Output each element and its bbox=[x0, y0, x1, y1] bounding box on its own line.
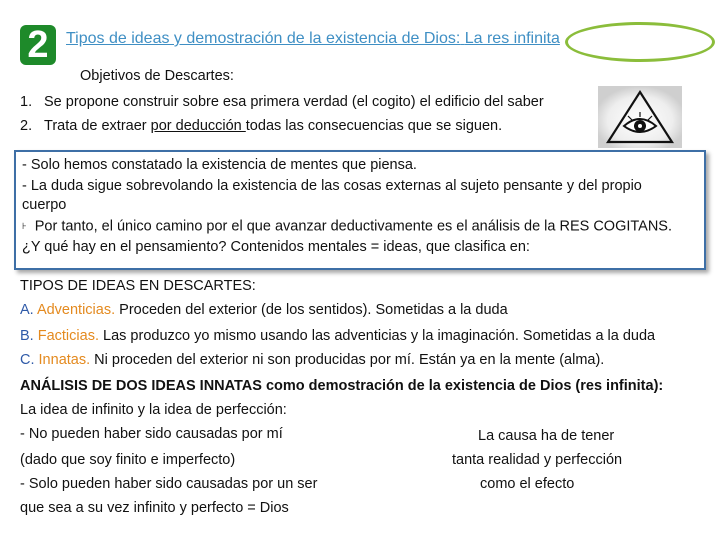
type-desc: Proceden del exterior (de los sentidos). Sometidas a la duda bbox=[115, 302, 508, 318]
analysis-right-line: tanta realidad y perfección bbox=[452, 452, 623, 468]
title-main: Tipos de ideas y demostración de la existencia de Dios: bbox=[66, 30, 461, 47]
context-box bbox=[14, 150, 706, 270]
type-name: Innatas. bbox=[38, 352, 91, 368]
type-item bbox=[20, 328, 655, 344]
analysis-left-line: - No pueden haber sido causadas por mí bbox=[20, 426, 283, 442]
title-highlight: La res infinita bbox=[464, 30, 560, 47]
type-letter: A. bbox=[20, 302, 34, 318]
type-name: Adventicias. bbox=[36, 302, 116, 318]
highlight-ellipse bbox=[565, 22, 715, 62]
objective-text-pre: Trata de extraer bbox=[44, 118, 151, 134]
box-line-text: Por tanto, el único camino por el que avanzar deductivamente es el análisis de la RES COGITANS. bbox=[34, 218, 672, 235]
objective-item bbox=[20, 118, 502, 134]
type-letter: C. bbox=[20, 352, 35, 368]
analysis-intro: La idea de infinito y la idea de perfección: bbox=[20, 402, 287, 418]
types-heading: TIPOS DE IDEAS EN DESCARTES: bbox=[20, 278, 256, 294]
objective-item bbox=[20, 94, 544, 110]
objective-text-underlined: por deducción bbox=[150, 118, 246, 134]
objective-text-post: todas las consecuencias que se siguen. bbox=[245, 118, 503, 134]
analysis-heading: ANÁLISIS DE DOS IDEAS INNATAS como demostración de la existencia de Dios (res infinita): bbox=[20, 378, 664, 394]
analysis-left-line: (dado que soy finito e imperfecto) bbox=[20, 452, 236, 468]
type-item bbox=[20, 302, 508, 318]
analysis-left-line: que sea a su vez infinito y perfecto = Dios bbox=[20, 500, 289, 516]
analysis-right-line: La causa ha de tener bbox=[478, 428, 615, 444]
objective-text: Se propone construir sobre esa primera verdad (el cogito) el edificio del saber bbox=[44, 94, 544, 110]
section-number-badge: 2 bbox=[20, 25, 56, 65]
box-line: cuerpo bbox=[22, 197, 67, 213]
analysis-right-line: como el efecto bbox=[480, 476, 575, 492]
objective-number: 1. bbox=[20, 94, 33, 110]
box-line bbox=[22, 217, 672, 236]
box-line: ¿Y qué hay en el pensamiento? Contenidos mentales = ideas, que clasifica en: bbox=[22, 239, 530, 255]
type-letter: B. bbox=[20, 328, 34, 344]
box-line: - Solo hemos constatado la existencia de mentes que piensa. bbox=[22, 157, 417, 173]
type-name: Facticias. bbox=[37, 328, 99, 344]
all-seeing-eye-icon bbox=[598, 86, 682, 148]
objectives-heading: Objetivos de Descartes: bbox=[80, 68, 234, 84]
analysis-left-line: - Solo pueden haber sido causadas por un ser bbox=[20, 476, 318, 492]
objective-number: 2. bbox=[20, 118, 33, 134]
page-title bbox=[66, 30, 560, 48]
arrow-bullet-icon: ⊦ bbox=[22, 221, 27, 231]
type-desc: Las produzco yo mismo usando las adventicias y la imaginación. Sometidas a la duda bbox=[98, 328, 656, 344]
type-desc: Ni proceden del exterior ni son producidas por mí. Están ya en la mente (alma). bbox=[90, 352, 605, 368]
type-item bbox=[20, 352, 604, 368]
box-line: - La duda sigue sobrevolando la existencia de las cosas externas al sujeto pensante y del propio bbox=[22, 178, 642, 194]
